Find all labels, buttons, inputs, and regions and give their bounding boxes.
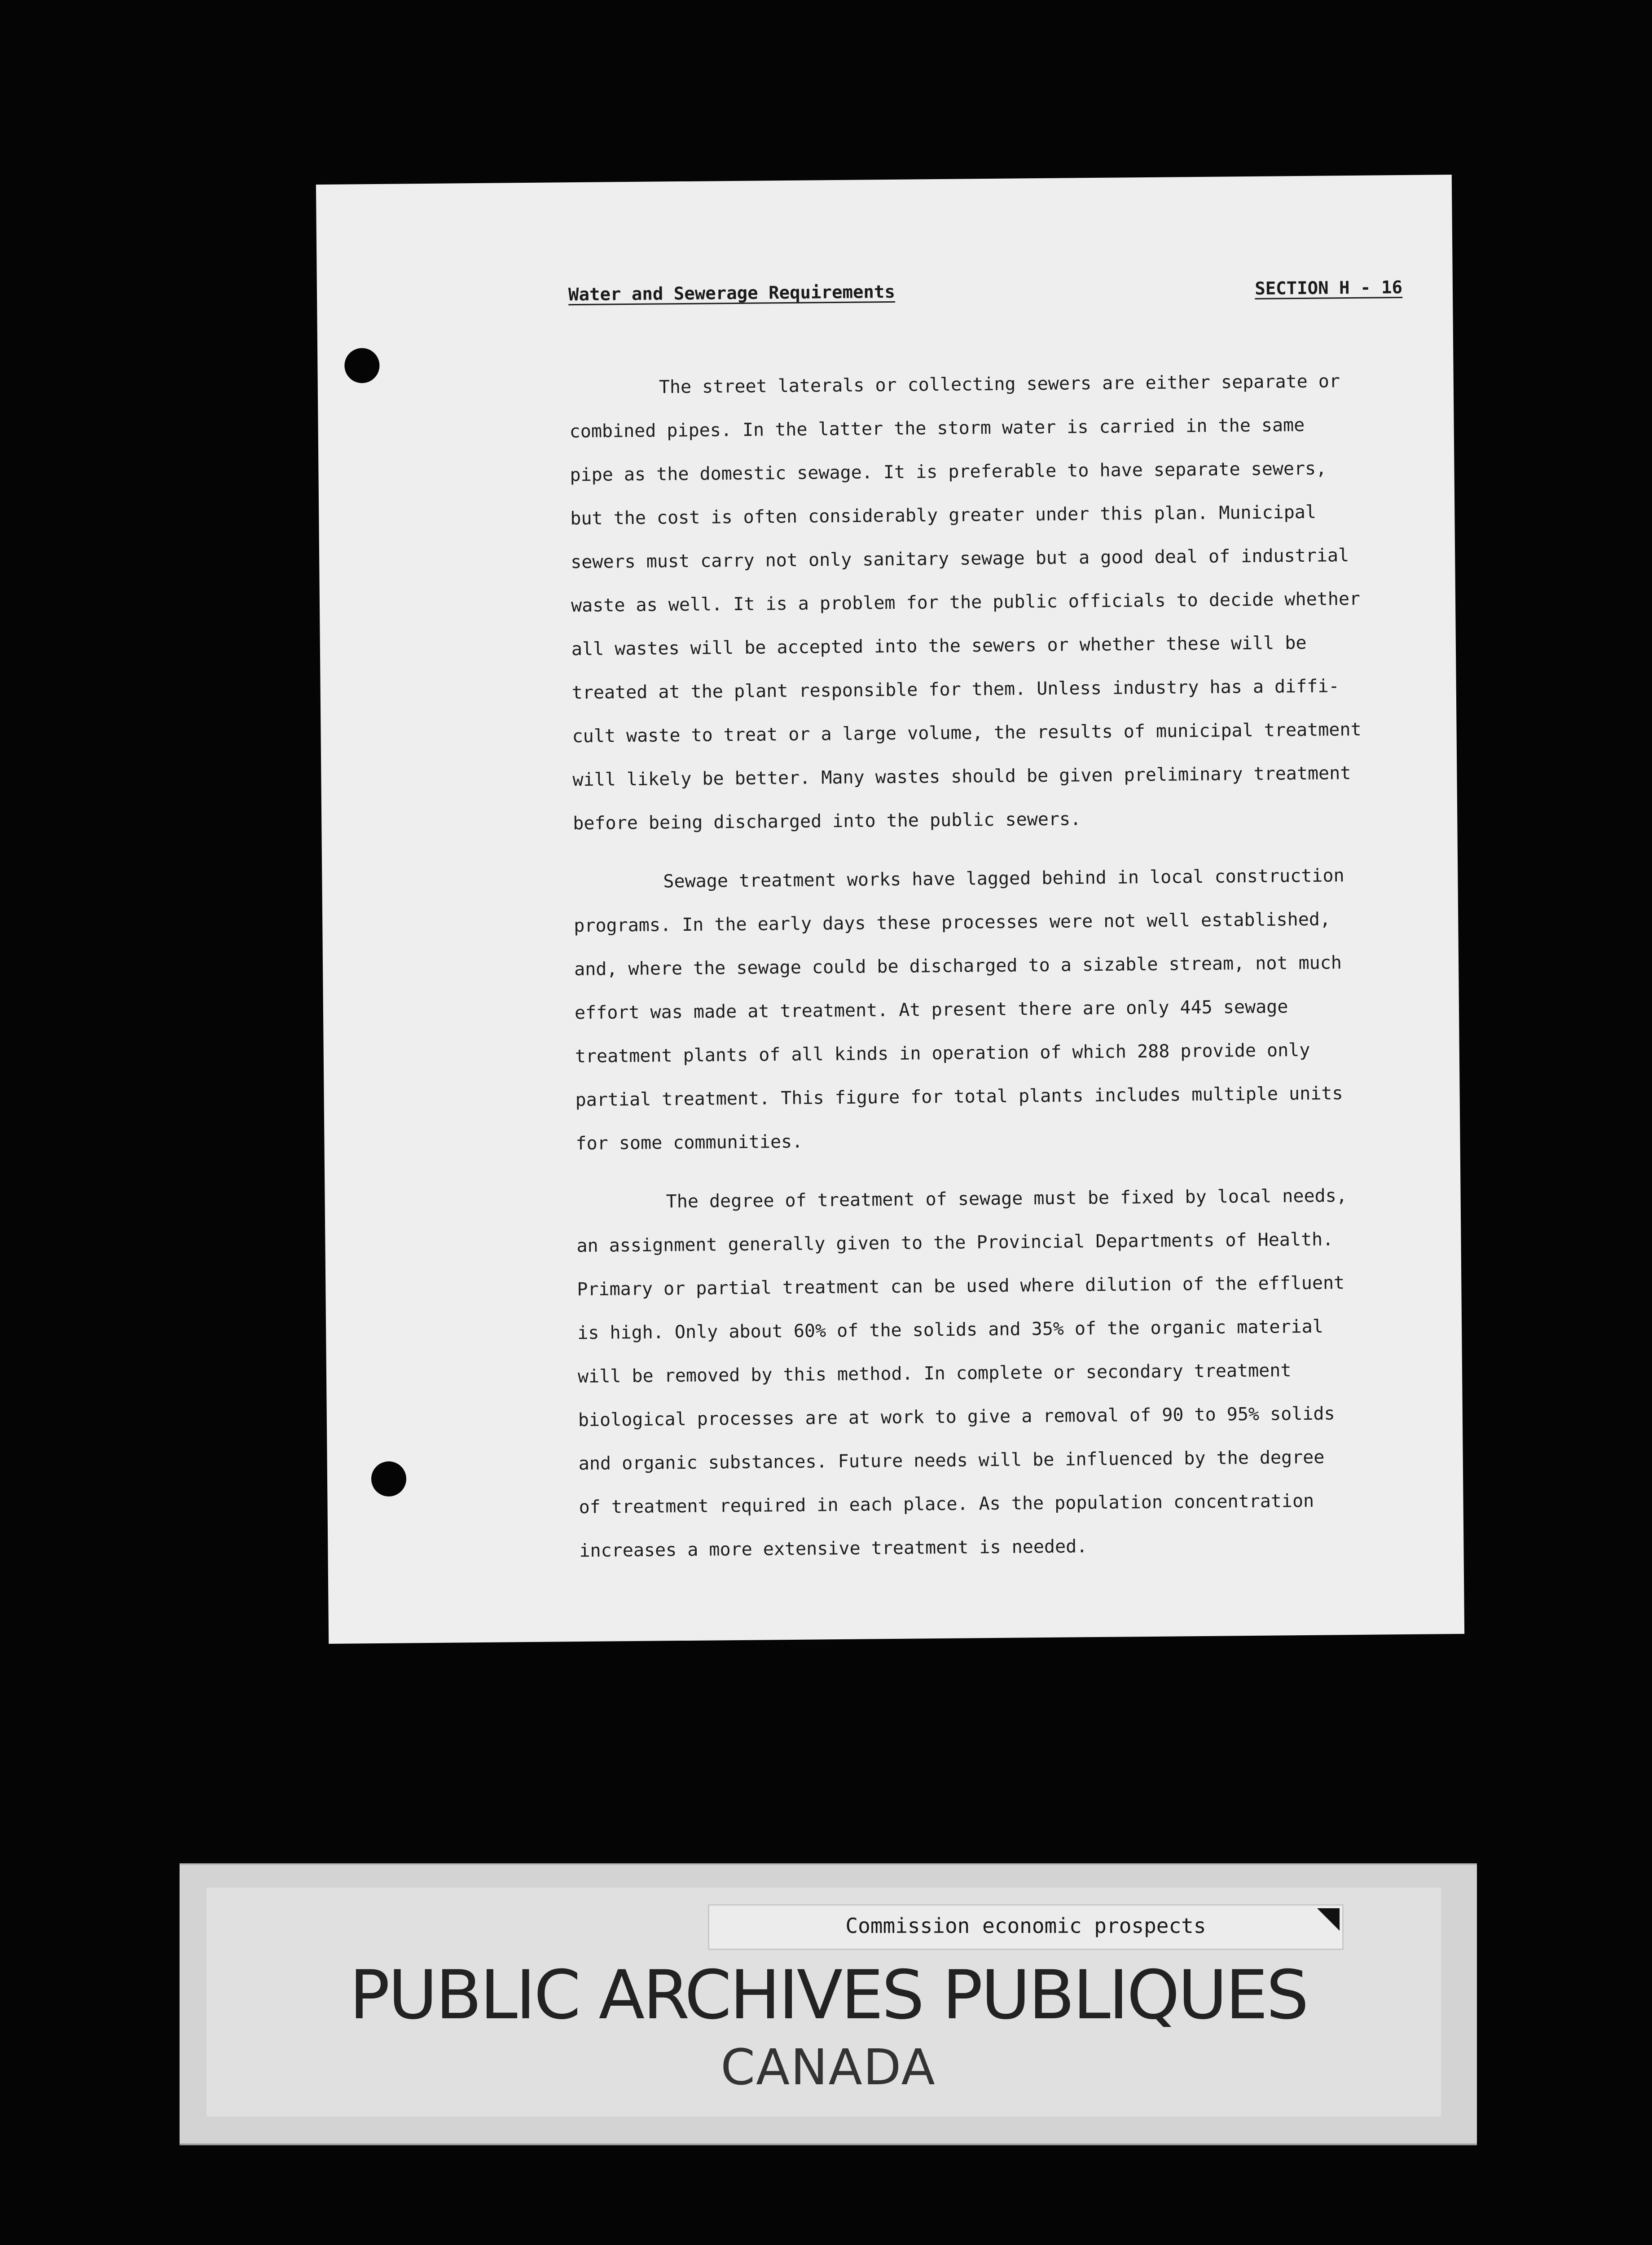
text-line: treatment plants of all kinds in operation of which 288 provide only xyxy=(575,1039,1310,1067)
text-line: and organic substances. Future needs will be influenced by the degree xyxy=(578,1447,1325,1475)
text-line: pipe as the domestic sewage. It is preferable to have separate sewers, xyxy=(570,458,1327,486)
punch-hole-top xyxy=(344,348,380,383)
collection-tag xyxy=(709,1906,1342,1949)
text-line: an assignment generally given to the Provincial Departments of Health. xyxy=(576,1229,1334,1257)
text-line: combined pipes. In the latter the storm water is carried in the same xyxy=(569,414,1305,442)
text-line: will likely be better. Many wastes should be given preliminary treatment xyxy=(572,763,1351,791)
text-line: will be removed by this method. In complete or secondary treatment xyxy=(577,1360,1292,1387)
section-title: Water and Sewerage Requirements xyxy=(568,282,896,305)
text-line: before being discharged into the public sewers. xyxy=(573,809,1081,834)
text-line: and, where the sewage could be discharged to a sizable stream, not much xyxy=(574,952,1342,980)
typed-page xyxy=(316,175,1464,1644)
text-line: for some communities. xyxy=(576,1131,803,1154)
text-line: all wastes will be accepted into the sewers or whether these will be xyxy=(571,632,1307,660)
archive-title: PUBLIC ARCHIVES PUBLIQUES xyxy=(349,1956,1307,2034)
text-line: The degree of treatment of sewage must be fixed by local needs, xyxy=(666,1185,1347,1212)
text-line: partial treatment. This figure for total plants includes multiple units xyxy=(575,1083,1343,1111)
archive-label-card xyxy=(180,1863,1477,2145)
text-line: Sewage treatment works have lagged behind in local construction xyxy=(663,865,1344,892)
text-line: but the cost is often considerably greater under this plan. Municipal xyxy=(570,502,1317,529)
paragraph xyxy=(569,359,1417,845)
tag-corner-mark xyxy=(1317,1908,1340,1931)
collection-tag-text: Commission economic prospects xyxy=(845,1914,1206,1938)
text-line: cult waste to treat or a large volume, the results of municipal treatment xyxy=(572,719,1362,747)
document-body xyxy=(569,359,1424,1588)
punch-hole-bottom xyxy=(371,1461,407,1497)
text-line: increases a more extensive treatment is needed. xyxy=(579,1536,1088,1562)
section-number: SECTION H - 16 xyxy=(1255,277,1403,299)
text-line: sewers must carry not only sanitary sewage but a good deal of industrial xyxy=(571,545,1349,573)
text-line: Primary or partial treatment can be used where dilution of the effluent xyxy=(577,1272,1345,1300)
text-line: biological processes are at work to give a removal of 90 to 95% solids xyxy=(578,1403,1335,1431)
paragraph xyxy=(576,1174,1424,1573)
text-line: The street laterals or collecting sewers are either separate or xyxy=(659,371,1340,398)
text-line: treated at the plant responsible for them. Unless industry has a diffi- xyxy=(571,676,1340,704)
text-line: is high. Only about 60% of the solids and 35% of the organic material xyxy=(577,1316,1324,1344)
text-line: of treatment required in each place. As the population concentration xyxy=(579,1490,1314,1518)
archive-country: CANADA xyxy=(721,2038,936,2096)
text-line: programs. In the early days these processes were not well established, xyxy=(574,909,1331,937)
text-line: waste as well. It is a problem for the public officials to decide whether xyxy=(571,588,1361,616)
text-line: effort was made at treatment. At present there are only 445 sewage xyxy=(574,996,1288,1024)
paragraph xyxy=(573,854,1420,1166)
